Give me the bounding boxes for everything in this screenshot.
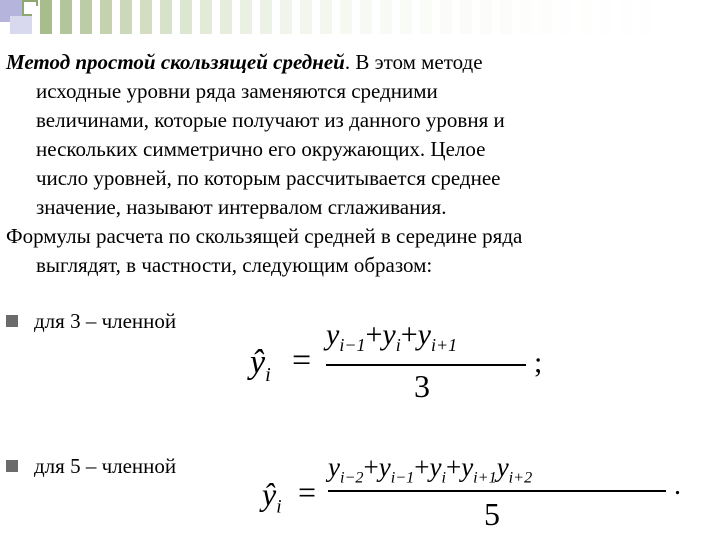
decor-stripe	[220, 0, 232, 34]
decor-stripe	[140, 0, 152, 34]
formula-term	[461, 452, 497, 487]
formula-term-sub: i+1	[473, 468, 497, 487]
decor-stripe	[480, 0, 492, 34]
decor-stripe	[40, 0, 52, 34]
formula-punctuation: ;	[534, 346, 543, 379]
formula-term-var: y	[461, 452, 474, 482]
decor-stripe	[560, 0, 572, 34]
decor-stripe	[80, 0, 92, 34]
paragraph-first-line-rest: . В этом методе	[344, 50, 483, 74]
decor-stripe	[100, 0, 112, 34]
paragraph-moving-average	[6, 48, 712, 222]
decor-stripe	[580, 0, 592, 34]
decor-stripe	[640, 0, 652, 34]
decor-stripe	[420, 0, 432, 34]
formula-lhs-subscript: i	[276, 496, 282, 518]
formula-lhs-subscript: i	[265, 363, 271, 386]
decor-stripe	[460, 0, 472, 34]
formula-term-sub: i	[441, 468, 446, 487]
decor-stripe	[360, 0, 372, 34]
decor-stripe	[260, 0, 272, 34]
formula-term-var: y	[417, 318, 431, 351]
formula-plus: +	[445, 452, 462, 482]
paragraph-first-line: Формулы расчета по скользящей средней в середине ряда	[6, 224, 523, 248]
formula-fraction-bar	[326, 364, 526, 366]
formula-term-var: y	[328, 452, 340, 482]
bullet-item-3-term	[6, 307, 176, 336]
formula-term-var: y	[382, 318, 396, 351]
formula-term-sub: i−1	[390, 468, 415, 487]
paragraph-line: нескольких симметрично его окружающих. Целое	[36, 137, 486, 161]
bullet-label: для 3 – членной	[34, 309, 177, 333]
decor-stripe	[540, 0, 552, 34]
formula-term-sub: i−2	[339, 468, 364, 487]
formula-plus: +	[365, 318, 383, 351]
decor-stripe	[200, 0, 212, 34]
decor-stripe	[440, 0, 452, 34]
bullet-square-icon	[6, 460, 18, 472]
formula-numerator	[326, 318, 457, 356]
formula-5-term	[262, 452, 702, 538]
decor-stripe	[240, 0, 252, 34]
paragraph-lead-term: Метод простой скользящей средней	[6, 50, 345, 74]
decor-square-3	[10, 16, 32, 34]
decor-stripe	[660, 0, 672, 34]
formula-denominator: 3	[414, 368, 430, 404]
formula-3-term	[250, 318, 560, 408]
formula-denominator: 5	[484, 496, 500, 532]
formula-term	[328, 452, 364, 487]
formula-lhs	[250, 344, 271, 387]
formula-term	[378, 452, 415, 487]
formula-equals: =	[292, 342, 312, 379]
formula-plus: +	[414, 452, 430, 482]
decor-striped-bar	[40, 0, 720, 34]
decor-stripe	[120, 0, 132, 34]
bullet-square-icon	[6, 315, 18, 327]
formula-term	[326, 318, 366, 355]
formula-plus: +	[400, 318, 418, 351]
formula-lhs	[262, 476, 282, 518]
paragraph-line: число уровней, по которым рассчитывается среднее	[36, 166, 501, 190]
formula-term-sub: i+2	[508, 468, 533, 487]
formula-fraction-bar	[328, 490, 666, 492]
formula-term-var: y	[496, 452, 509, 482]
formula-lhs-symbol: ŷ	[262, 476, 277, 512]
formula-term-var: y	[326, 318, 340, 351]
decor-stripe	[320, 0, 332, 34]
formula-term-sub: i	[395, 335, 401, 355]
paragraph-line: исходные уровни ряда заменяются средними	[36, 79, 438, 103]
bullet-label: для 5 – членной	[34, 454, 177, 478]
decor-stripe	[380, 0, 392, 34]
decor-stripe	[400, 0, 412, 34]
formula-term	[417, 318, 458, 355]
paragraph-line: значение, называют интервалом сглаживания.	[36, 195, 447, 219]
paragraph-line: величинами, которые получают из данного уровня и	[36, 108, 505, 132]
decor-stripe	[620, 0, 632, 34]
formula-equals: =	[298, 474, 317, 510]
bullet-item-5-term	[6, 452, 176, 481]
formula-lhs-symbol: ŷ	[250, 344, 266, 381]
decor-stripe	[340, 0, 352, 34]
formula-term	[429, 452, 446, 487]
decor-stripe	[60, 0, 72, 34]
decor-stripe	[180, 0, 192, 34]
formula-plus: +	[363, 452, 379, 482]
decor-stripe	[300, 0, 312, 34]
formula-term-sub: i+1	[431, 335, 458, 355]
formula-term-var: y	[378, 452, 391, 482]
formula-numerator	[328, 452, 532, 487]
formula-punctuation: .	[674, 470, 681, 501]
formula-term	[382, 318, 401, 355]
decor-stripe	[160, 0, 172, 34]
formula-term-var: y	[429, 452, 442, 482]
formula-term-sub: i−1	[339, 335, 366, 355]
paragraph-formulas-intro	[6, 222, 712, 280]
decor-stripe	[280, 0, 292, 34]
paragraph-line: выглядят, в частности, следующим образом:	[36, 253, 433, 277]
decor-stripe	[600, 0, 612, 34]
formula-term	[496, 452, 533, 487]
decor-stripe	[520, 0, 532, 34]
decor-stripe	[500, 0, 512, 34]
